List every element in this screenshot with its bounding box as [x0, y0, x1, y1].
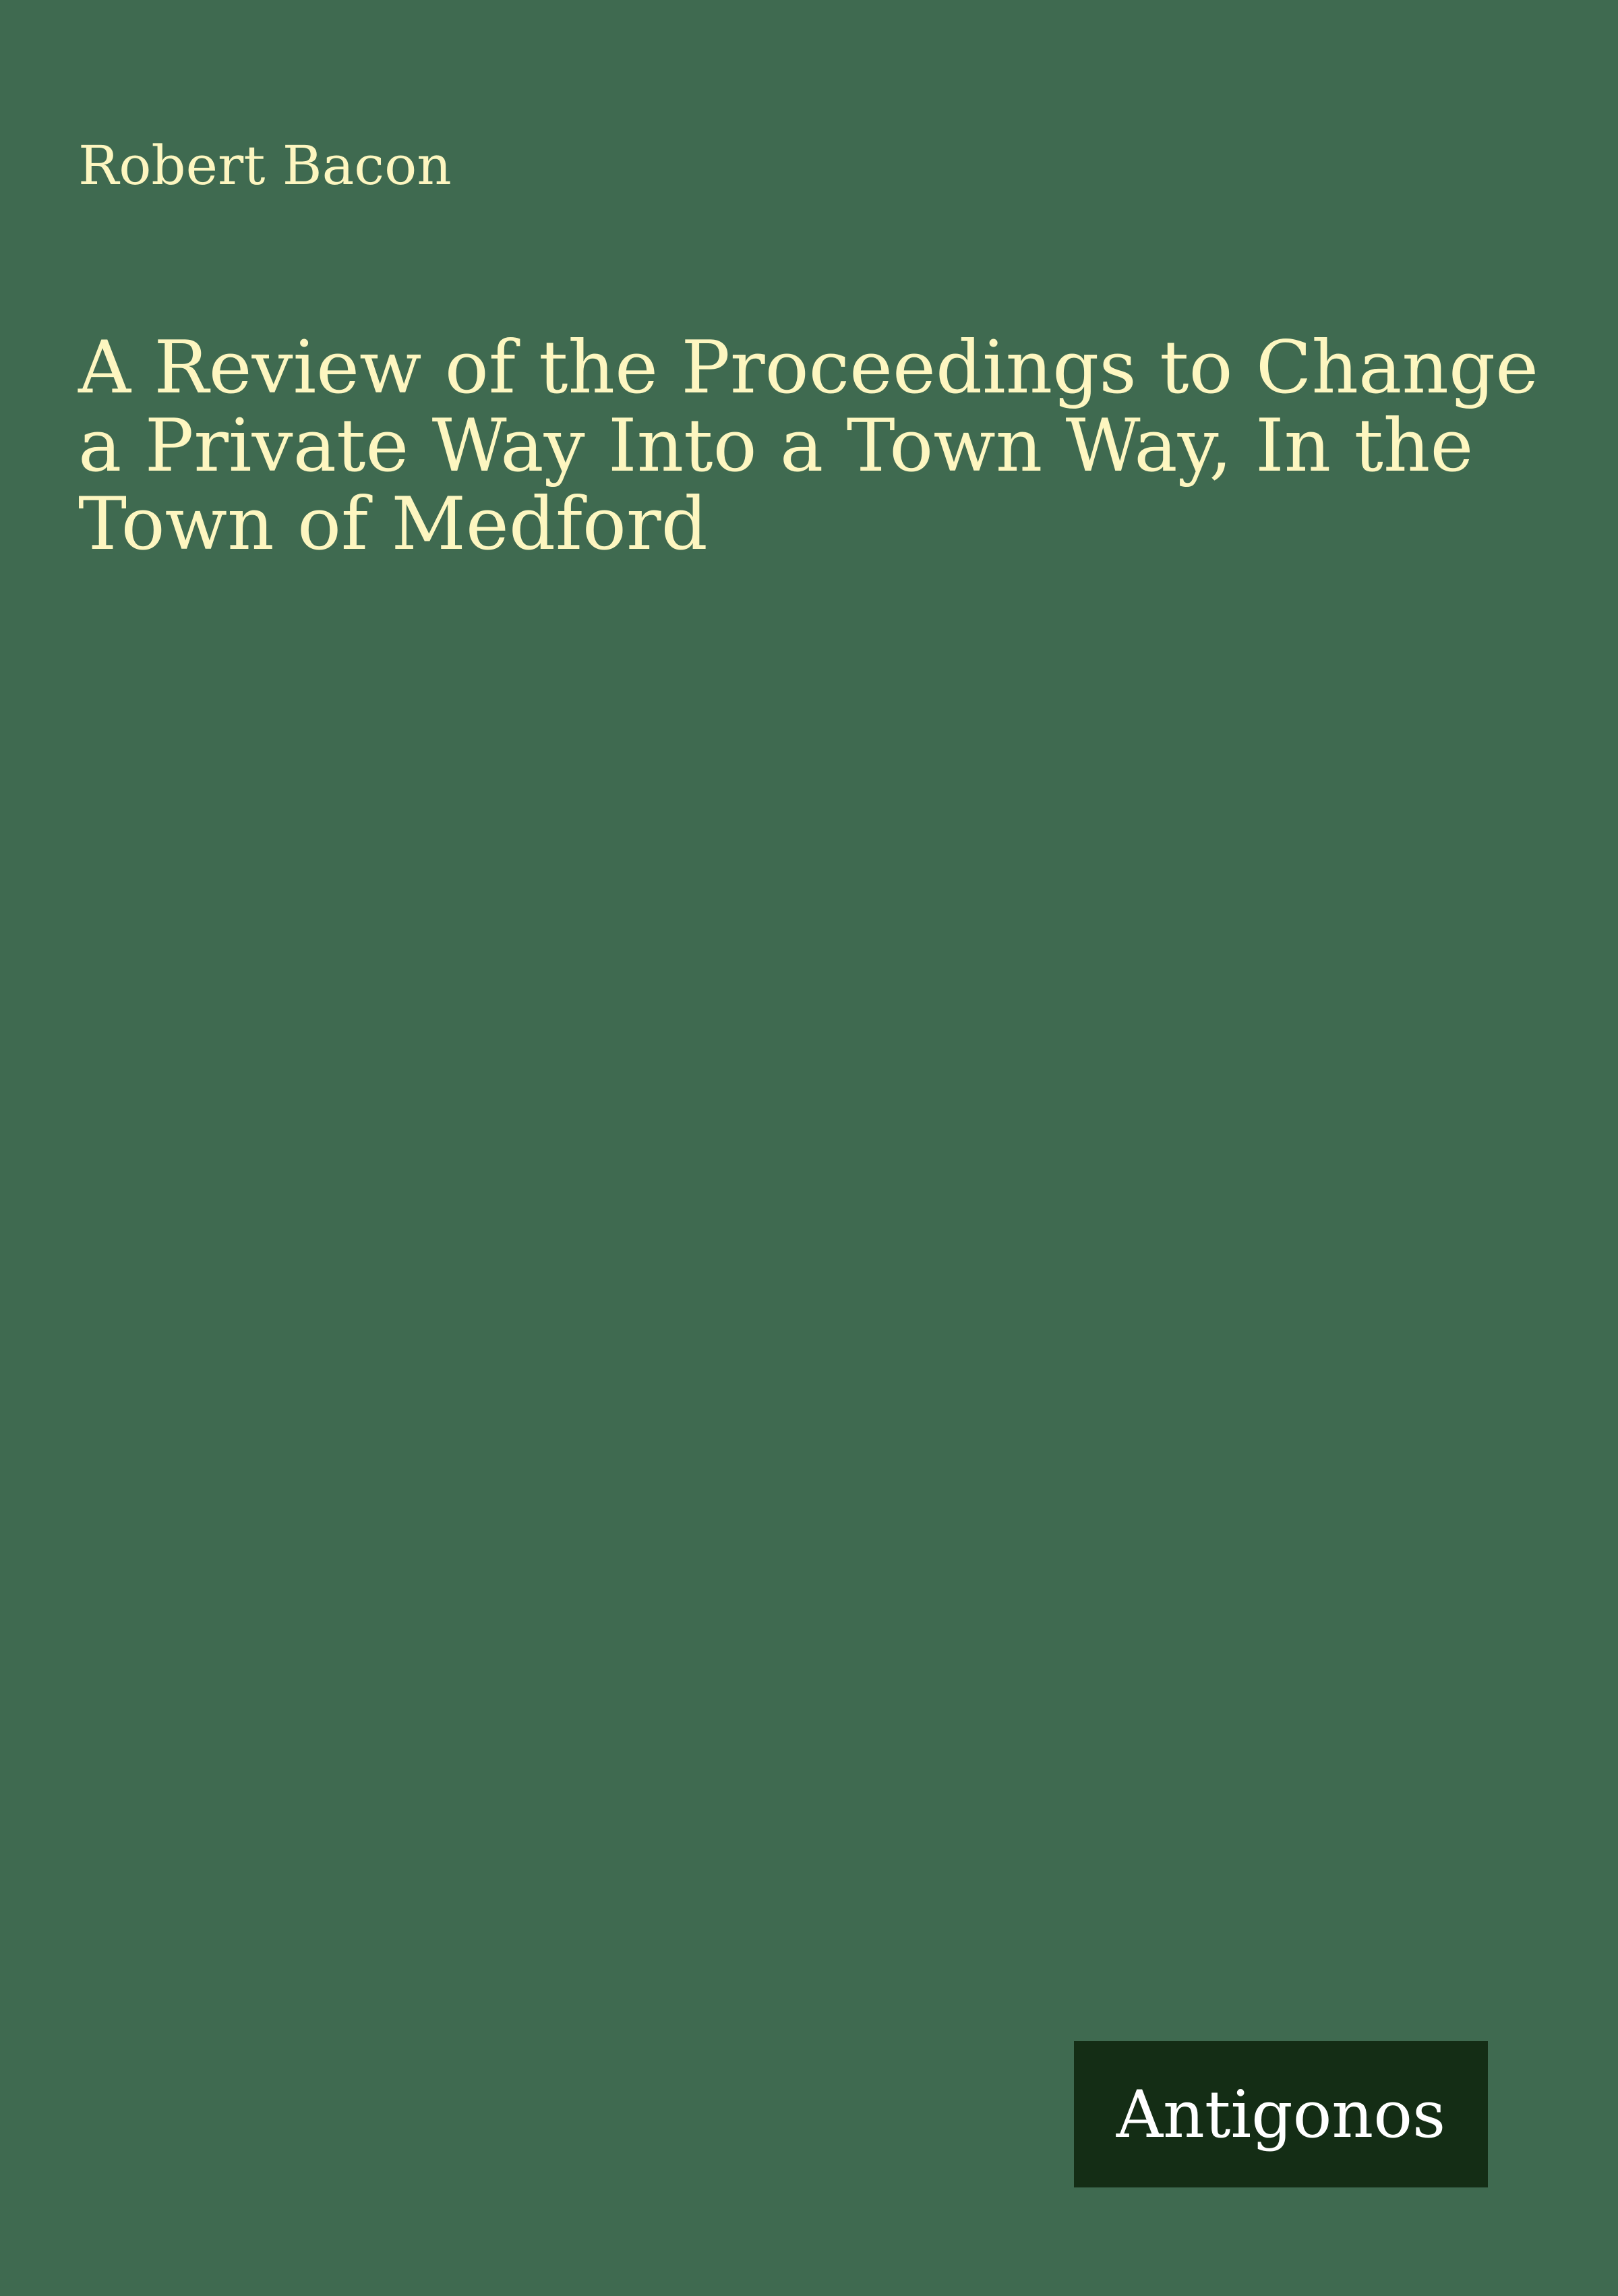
- author-name: Robert Bacon: [78, 134, 452, 197]
- publisher-name: Antigonos: [1116, 2076, 1446, 2152]
- publisher-badge: [1074, 2041, 1488, 2187]
- title-line-2: a Private Way Into a Town Way, In the: [78, 404, 1474, 488]
- title-line-3: Town of Medford: [78, 482, 708, 566]
- title-line-1: A Review of the Proceedings to Change: [78, 326, 1539, 410]
- book-title: [78, 326, 1575, 566]
